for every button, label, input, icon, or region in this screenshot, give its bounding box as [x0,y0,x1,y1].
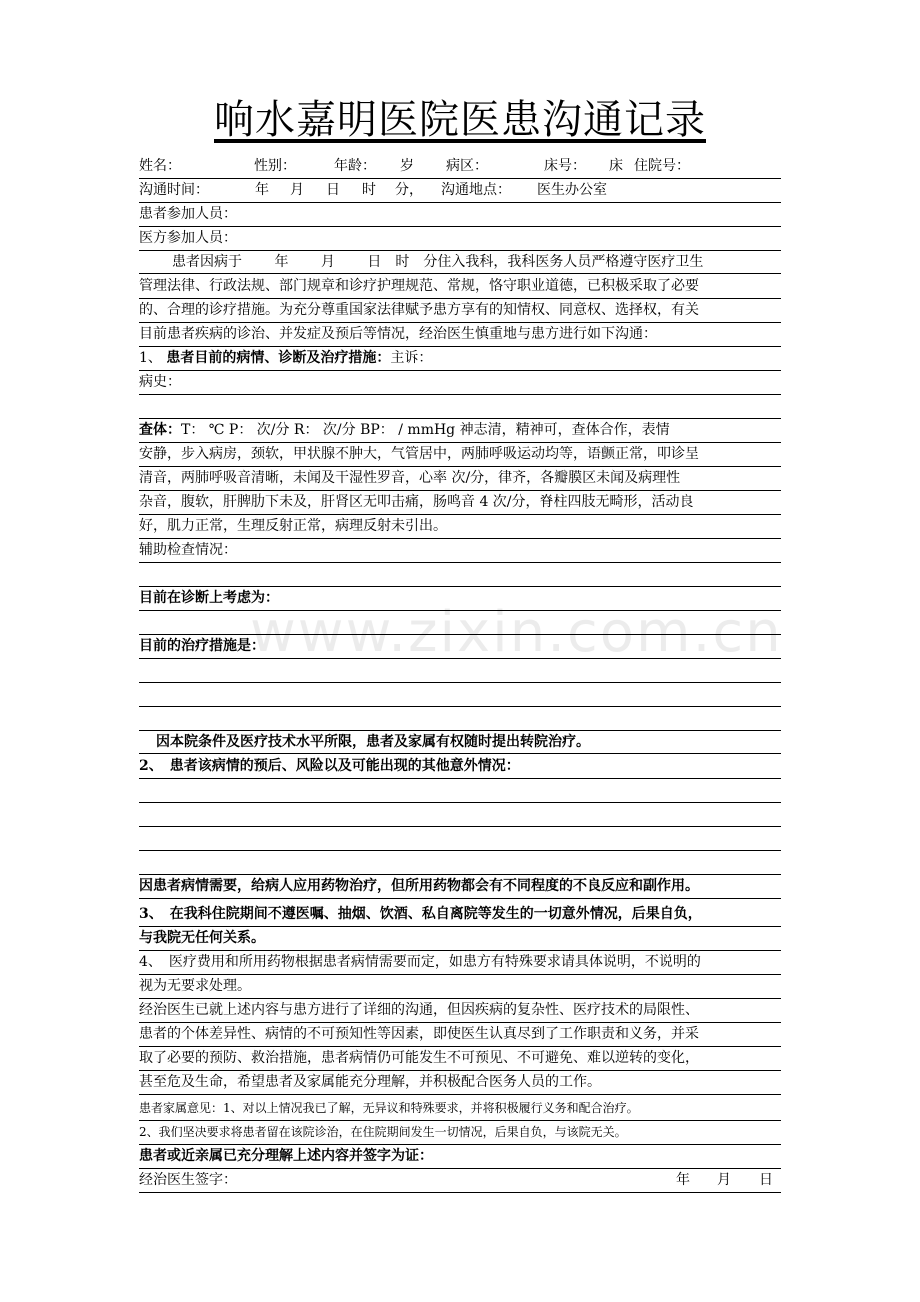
transfer-note: 因本院条件及医疗技术水平所限，患者及家属有权随时提出转院治疗。 [139,731,781,754]
signature-confirm: 患者或近亲属已充分理解上述内容并签字为证： [139,1145,781,1169]
time-day: 日 [326,182,340,198]
treatment-label: 目前的治疗措施是： [139,638,265,654]
section1-heading-row [139,347,781,371]
family-opinion-line: 2、我们坚决要求将患者留在该院诊治，在住院期间发生一切情况，后果自负，与该院无关。 [139,1121,781,1145]
blank-line [139,707,781,731]
blank-line [139,611,781,635]
time-label: 沟通时间： [139,182,209,198]
blank-line [139,827,781,851]
ward-label: 病区： [446,158,488,174]
section1-number: 1、 [139,350,162,366]
place-value: 医生办公室 [537,182,607,198]
blank-line [139,395,781,419]
summary-line: 患者的个体差异性、病情的不可预知性等因素，即使医生认真尽到了工作职责和义务，并采 [139,1023,781,1047]
exam-line: 杂音，腹软，肝脾肋下未及，肝肾区无叩击痛，肠鸣音 4 次/分，脊柱四肢无畸形，活动良 [139,491,781,515]
summary-line: 甚至危及生命，希望患者及家属能充分理解，并积极配合医务人员的工作。 [139,1071,781,1095]
intro-line: 患者因病于 年 月 日 时 分住入我科，我科医务人员严格遵守医疗卫生 [139,251,781,274]
section2-heading-row [139,755,781,779]
exam-row [139,419,781,443]
doctor-participants-label: 医方参加人员： [139,230,237,246]
patient-participants-label: 患者参加人员： [139,206,237,222]
blank-line [139,803,781,827]
time-hour: 时 [362,182,376,198]
exam-line: 安静，步入病房，颈软，甲状腺不肿大，气管居中，两肺呼吸运动均等，语颤正常，叩诊呈 [139,443,781,467]
summary-line: 经治医生已就上述内容与患方进行了详细的沟通，但因疾病的复杂性、医疗技术的局限性、 [139,999,781,1023]
diagnosis-label: 目前在诊断上考虑为： [139,590,279,606]
blank-line [139,779,781,803]
patient-info-row [139,155,781,179]
intro-line: 的、合理的诊疗措施。为充分尊重国家法律赋予患方享有的知情权、同意权、选择权，有关 [139,299,781,323]
name-label: 姓名： [139,158,181,174]
doctor-signature-row [139,1169,781,1193]
section2-number: 2、 [139,758,156,774]
blank-line [139,851,781,875]
watermark: www.zixin.com.cn [250,600,783,665]
intro-line: 目前患者疾病的诊治、并发症及预后等情况，经治医生慎重地与患方进行如下沟通： [139,323,781,347]
sign-day: 日 [759,1172,773,1188]
admission-label: 住院号： [634,158,690,174]
history-row [139,371,781,395]
doctor-participants-row [139,227,781,251]
blank-line [139,683,781,707]
doctor-signature-label: 经治医生签字： [139,1172,237,1188]
aux-exam-label: 辅助检查情况： [139,542,237,558]
bed-label: 床号： [544,158,586,174]
time-month: 月 [290,182,304,198]
time-year: 年 [255,182,269,198]
section2-heading: 患者该病情的预后、风险以及可能出现的其他意外情况： [169,758,520,774]
drug-note: 因患者病情需要，给病人应用药物治疗，但所用药物都会有不同程度的不良反应和副作用。 [139,875,781,899]
diagnosis-row [139,587,781,611]
bed-unit: 床 [609,158,623,174]
exam-label: 查体： [139,422,181,438]
history-label: 病史： [139,374,181,390]
page-title: 响水嘉明医院医患沟通记录 [214,97,706,143]
exam-line: 清音，两肺呼吸音清晰，未闻及干湿性罗音，心率 次/分，律齐，各瓣膜区未闻及病理性 [139,467,781,491]
section3-line: 3、 在我科住院期间不遵医嘱、抽烟、饮酒、私自离院等发生的一切意外情况，后果自负， [139,903,781,927]
patient-participants-row [139,203,781,227]
aux-exam-row [139,539,781,563]
exam-text: T： ℃ P： 次/分 R： 次/分 BP： / mmHg 神志清，精神可，查体合作，表情 [181,422,670,438]
section4-line: 4、 医疗费用和所用药物根据患者病情需要而定，如患方有特殊要求请具体说明，不说明的 [139,951,781,975]
time-minute: 分， [395,182,423,198]
gender-label: 性别： [254,158,296,174]
blank-line [139,659,781,683]
exam-line: 好，肌力正常，生理反射正常，病理反射未引出。 [139,515,781,539]
treatment-row [139,635,781,659]
blank-line [139,563,781,587]
time-place-row [139,179,781,203]
section1-heading: 患者目前的病情、诊断及治疗措施： [166,350,391,366]
sign-year: 年 [676,1172,690,1188]
age-label: 年龄： [334,158,376,174]
family-opinion-line: 患者家属意见：1、对以上情况我已了解，无异议和特殊要求，并将积极履行义务和配合治疗。 [139,1097,781,1121]
place-label: 沟通地点： [441,182,511,198]
summary-line: 取了必要的预防、救治措施，患者病情仍可能发生不可预见、不可避免、难以逆转的变化， [139,1047,781,1071]
sign-month: 月 [717,1172,731,1188]
section4-line: 视为无要求处理。 [139,975,781,999]
section3-line: 与我院无任何关系。 [139,927,781,951]
chief-complaint-label: 主诉： [390,350,433,366]
age-unit: 岁 [400,158,414,174]
intro-line: 管理法律、行政法规、部门规章和诊疗护理规范、常规，恪守职业道德，已积极采取了必要 [139,275,781,299]
